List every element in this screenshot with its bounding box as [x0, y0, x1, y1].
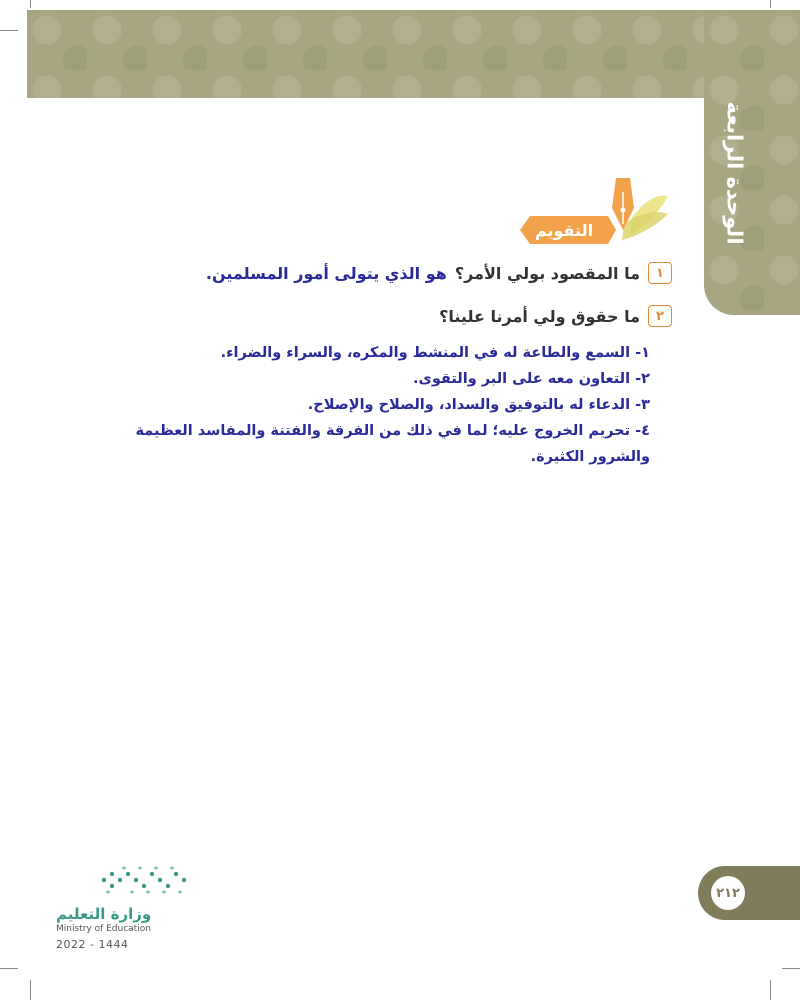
section-label: التقويم [534, 220, 594, 240]
question-2 [439, 305, 672, 327]
answer-item: ٣- الدعاء له بالتوفيق والسداد، والصلاح والإصلاح. [307, 397, 650, 413]
answer-item: ١- السمع والطاعة له في المنشط والمكره، والسراء والضراء. [220, 345, 650, 361]
crop-mark [0, 968, 18, 969]
question-answer: هو الذي يتولى أمور المسلمين. [205, 263, 447, 283]
question-text: ما المقصود بولي الأمر؟ [454, 263, 640, 283]
question-number: ١ [648, 262, 672, 284]
unit-title: الوحدة الرابعة [723, 100, 748, 245]
ministry-name-en: Ministry of Education [56, 924, 151, 934]
question-text: ما حقوق ولي أمرنا علينا؟ [439, 306, 640, 326]
page-number: ٢١٢ [711, 876, 745, 910]
question-number: ٢ [648, 305, 672, 327]
edition-year: 2022 - 1444 [56, 938, 129, 951]
answer-item: ٤- تحريم الخروج عليه؛ لما في ذلك من الفرقة والفتنة والمفاسد العظيمة والشرور الكثيرة. [135, 423, 650, 465]
answer-item: ٢- التعاون معه على البر والتقوى. [413, 371, 650, 387]
crop-mark [770, 980, 771, 1000]
crop-mark [770, 0, 771, 8]
crop-mark [782, 968, 800, 969]
header-band [27, 10, 800, 98]
question-1 [206, 262, 672, 284]
evaluation-badge [512, 178, 670, 250]
crop-mark [0, 30, 18, 31]
answer-list [120, 340, 650, 470]
crop-mark [30, 0, 31, 8]
ministry-name-ar: وزارة التعليم [56, 905, 152, 923]
ministry-logo-icon [96, 864, 192, 898]
crop-mark [30, 980, 31, 1000]
